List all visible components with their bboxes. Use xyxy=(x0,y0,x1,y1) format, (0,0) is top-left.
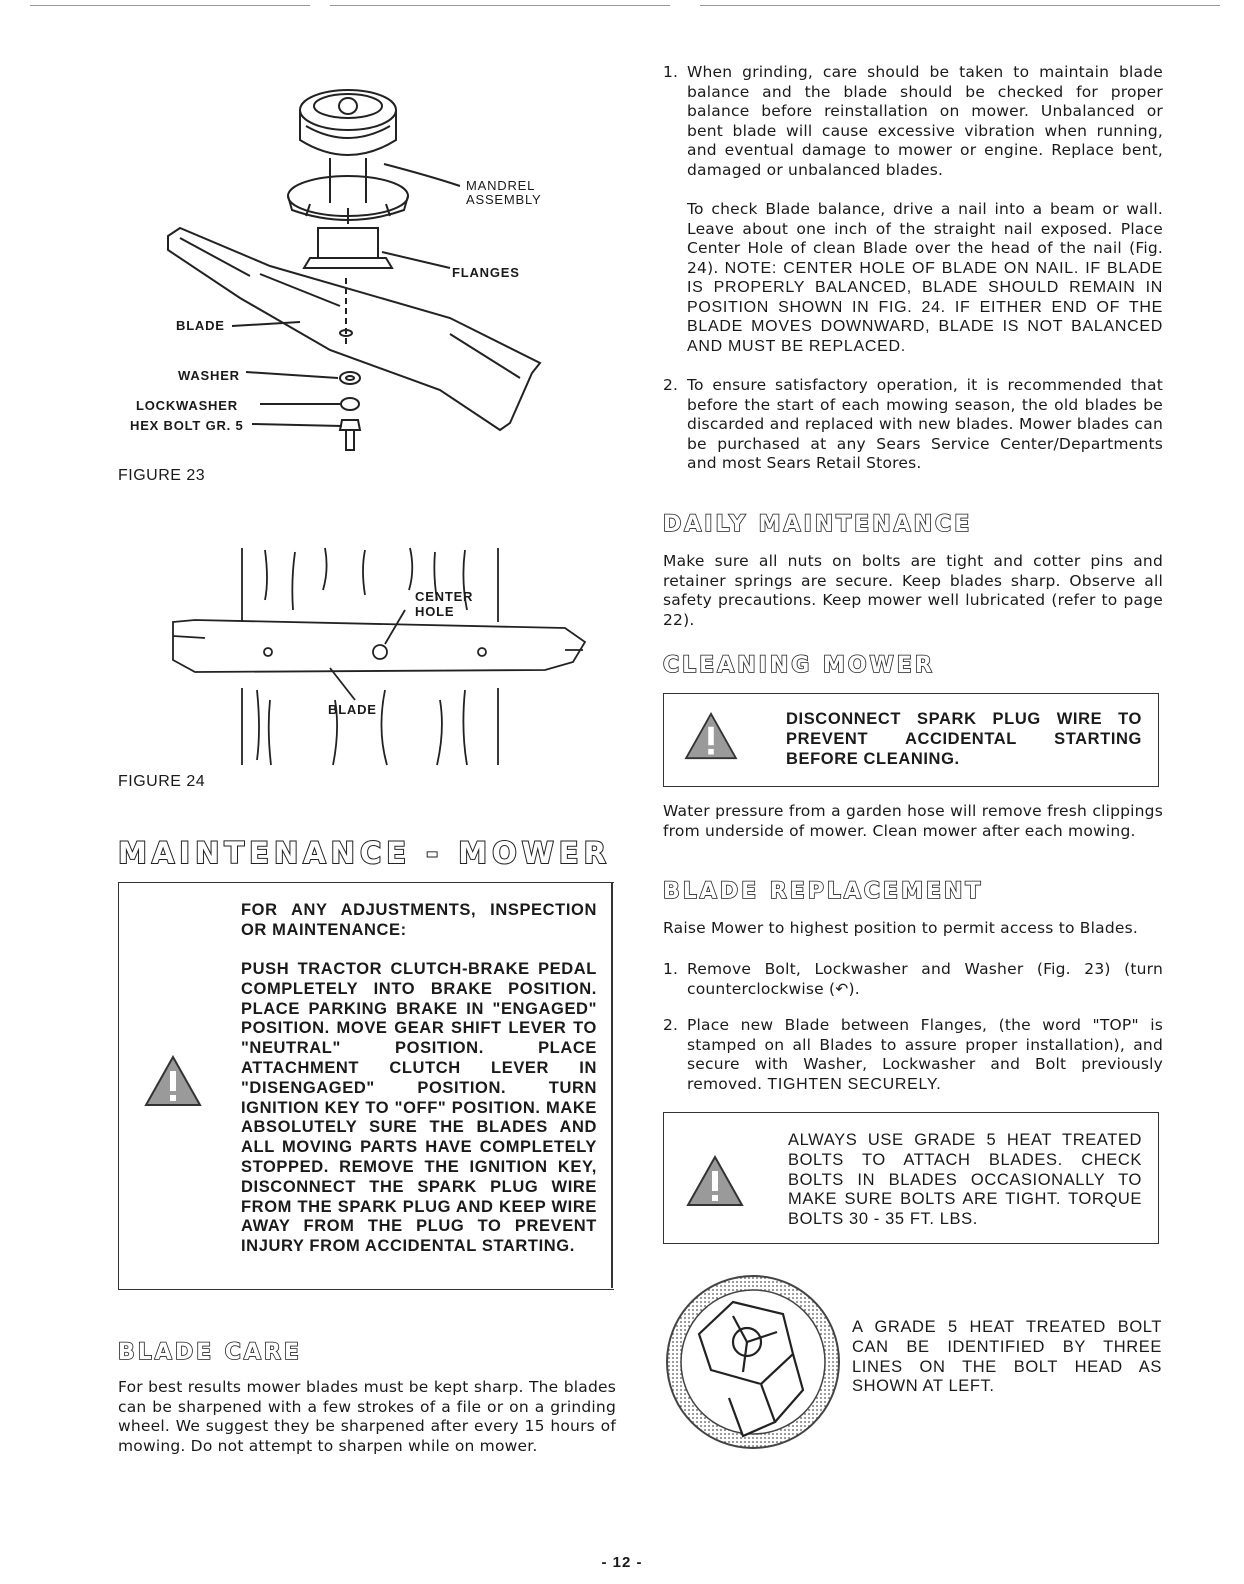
grade5-bolt-illustration xyxy=(663,1272,843,1452)
scan-edge-line xyxy=(330,5,670,6)
blade-care-heading: BLADE CARE xyxy=(118,1340,302,1365)
step-1-text: Remove Bolt, Lockwasher and Washer (Fig. 23) (turn counterclockwise (↶). xyxy=(687,960,1163,998)
maintenance-warning-body: PUSH TRACTOR CLUTCH-BRAKE PEDAL COMPLETELY INTO BRAKE POSITION. PLACE PARKING BRAKE IN "ENGAGED" POSITION. MOVE GEAR SHIFT LEVER TO "NEUTRAL" POSITION. PLACE ATTACHMENT CLUTCH LEVER IN "DISENGAGED" POSITION. TURN IGNITION KEY TO "OFF" POSITION. MAKE ABSOLUTELY SURE THE BLADES AND ALL MOVING PARTS HAVE COMPLETELY STOPPED. REMOVE THE IGNITION KEY, DISCONNECT THE SPARK PLUG WIRE FROM THE SPARK PLUG AND KEEP WIRE AWAY FROM THE PLUG TO PREVENT INJURY FROM ACCIDENTAL STARTING. xyxy=(241,960,597,1256)
grinding-item xyxy=(663,63,1163,180)
replacement-step-1 xyxy=(663,960,1163,999)
balance-note: NOTE: CENTER HOLE OF BLADE ON NAIL. IF BLADE IS PROPERLY BALANCED, BLADE SHOULD REMAIN IN POSITION SHOWN IN FIG. 24. IF EITHER END OF THE BLADE MOVES DOWNWARD, BLADE IS NOT BALANCED AND MUST BE REPLACED. xyxy=(687,259,1163,355)
cleaning-warning-text: DISCONNECT SPARK PLUG WIRE TO PREVENT ACCIDENTAL STARTING BEFORE CLEANING. xyxy=(786,710,1142,768)
warning-triangle-icon xyxy=(684,712,738,765)
maintenance-warning-intro: FOR ANY ADJUSTMENTS, INSPECTION OR MAINTENANCE: xyxy=(241,901,597,939)
step-2-tighten: TIGHTEN SECURELY. xyxy=(767,1075,942,1093)
warning-box-right-rule xyxy=(611,882,613,1288)
list-number: 1. xyxy=(663,63,679,81)
callout-blade-fig24: BLADE xyxy=(328,702,377,717)
list-item xyxy=(663,960,1163,999)
figure-23-label: FIGURE 23 xyxy=(118,467,206,484)
blade-replacement-intro: Raise Mower to highest position to permit access to Blades. xyxy=(663,919,1138,937)
figure-24-illustration xyxy=(165,540,595,770)
callout-assembly-label: ASSEMBLY xyxy=(466,192,542,207)
warning-triangle-icon xyxy=(144,1055,202,1112)
season-replacement-item xyxy=(663,376,1163,474)
cleaning-body: Water pressure from a garden hose will remove fresh clippings from underside of mower. Clean mower after each mowing. xyxy=(663,802,1163,840)
callout-hole-label: HOLE xyxy=(415,604,455,619)
bolt-warning-box xyxy=(663,1112,1159,1244)
daily-maintenance-body: Make sure all nuts on bolts are tight and cotter pins and retainer springs are secure. Keep blades sharp. Observe all safety precautions. Keep mower well lubricated (refer to page 22). xyxy=(663,552,1163,629)
scan-edge-line xyxy=(30,5,310,6)
callout-center-hole xyxy=(415,589,473,619)
list-item xyxy=(663,63,1163,180)
balance-check-text xyxy=(687,200,1163,356)
cleaning-mower-heading: CLEANING MOWER xyxy=(663,653,935,678)
step-2-text: Place new Blade between Flanges, (the word "TOP" is stamped on all Blades to assure proper installation), and secure with Washer, Lockwasher and Bolt previously removed. xyxy=(687,1016,1163,1093)
bolt-head-icon xyxy=(663,1272,843,1452)
blade-care-body: For best results mower blades must be kept sharp. The blades can be sharpened with a few strokes of a file or on a grinding wheel. We suggest they be sharpened after every 15 hours of mowing. Do not attempt to sharpen while on mower. xyxy=(118,1378,616,1455)
maintenance-warning-box xyxy=(118,882,614,1290)
grinding-text: When grinding, care should be taken to maintain blade balance and the blade should be checked for proper balance before reinstallation on mower. Unbalanced or bent blade will cause excessive vibration when running, and eventual damage to mower or engine. Replace bent, damaged or unbalanced blades. xyxy=(687,63,1163,179)
callout-flanges: FLANGES xyxy=(452,265,520,280)
figure-24-label: FIGURE 24 xyxy=(118,773,206,790)
blade-balance-drawing xyxy=(165,540,595,770)
daily-maintenance-heading: DAILY MAINTENANCE xyxy=(663,512,973,537)
list-number: 2. xyxy=(663,376,679,394)
list-number: 1. xyxy=(663,960,679,978)
scan-edge-line xyxy=(700,5,1220,6)
blade-replacement-heading: BLADE REPLACEMENT xyxy=(663,879,984,904)
callout-lockwasher: LOCKWASHER xyxy=(136,398,238,413)
callout-mandrel-label: MANDREL xyxy=(466,178,536,193)
season-text: To ensure satisfactory operation, it is recommended that before the start of each mowing season, the old blades be discarded and replaced with new blades. Mower blades can be purchased at any Sears Service Center/Departments and most Sears Retail Stores. xyxy=(687,376,1163,472)
replacement-step-2 xyxy=(663,1016,1163,1094)
list-item xyxy=(663,376,1163,474)
maintenance-mower-heading: MAINTENANCE - MOWER xyxy=(118,836,611,870)
callout-blade: BLADE xyxy=(176,318,225,333)
callout-hex-bolt: HEX BOLT GR. 5 xyxy=(130,418,244,433)
cleaning-warning-box xyxy=(663,693,1159,787)
bolt-warning-text: ALWAYS USE GRADE 5 HEAT TREATED BOLTS TO ATTACH BLADES. CHECK BOLTS IN BLADES OCCASIONALLY TO MAKE SURE BOLTS ARE TIGHT. TORQUE BOLTS 30 - 35 FT. LBS. xyxy=(788,1131,1142,1229)
balance-instructions: To check Blade balance, drive a nail into a beam or wall. Leave about one inch of the straight nail exposed. Place Center Hole of clean Blade over the head of the nail (Fig. 24). xyxy=(687,200,1163,277)
list-item xyxy=(663,1016,1163,1094)
callout-mandrel-assembly xyxy=(466,179,542,207)
page-number: - 12 - xyxy=(601,1554,643,1571)
callout-center-label: CENTER xyxy=(415,589,474,604)
list-number: 2. xyxy=(663,1016,679,1034)
grade5-bolt-note: A GRADE 5 HEAT TREATED BOLT CAN BE IDENTIFIED BY THREE LINES ON THE BOLT HEAD AS SHOWN AT LEFT. xyxy=(852,1318,1162,1396)
callout-washer: WASHER xyxy=(178,368,240,383)
warning-triangle-icon xyxy=(686,1155,744,1212)
